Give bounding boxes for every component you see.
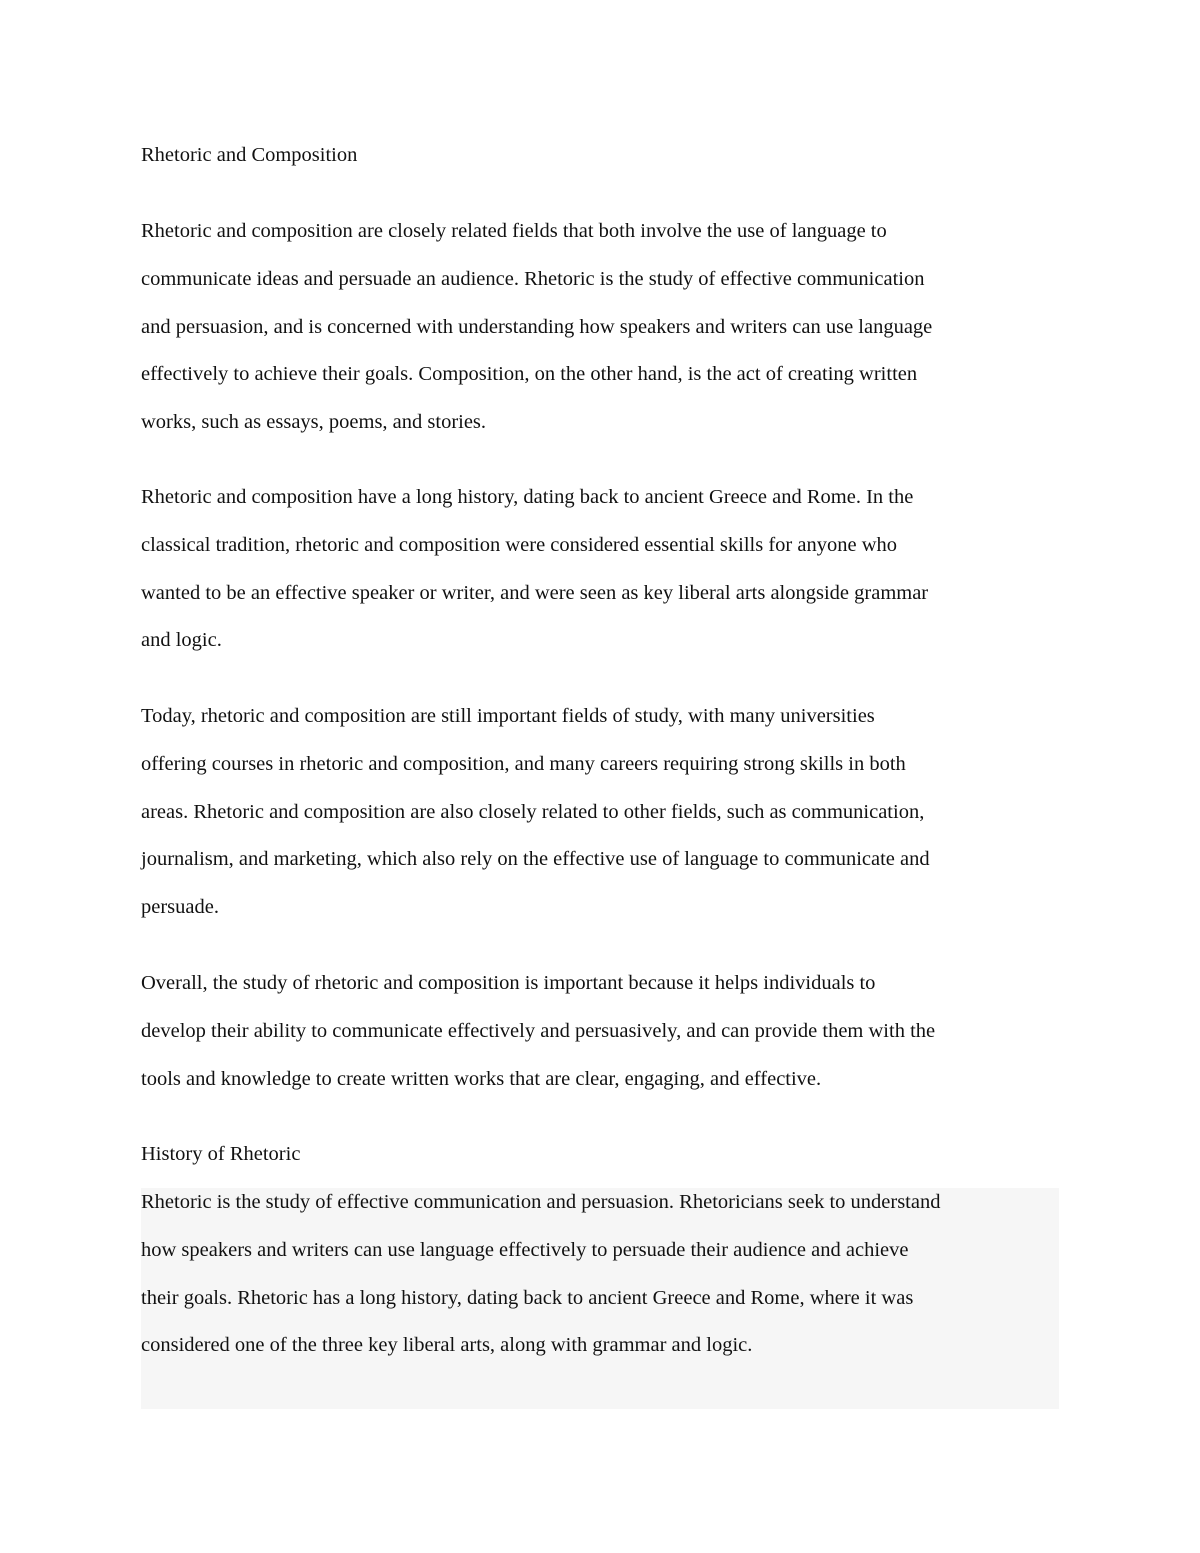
paragraph-line: wanted to be an effective speaker or writer, and were seen as key liberal arts alongside grammar [141, 581, 929, 604]
paragraph-4 [141, 960, 1061, 1103]
paragraph-line: Today, rhetoric and composition are still important fields of study, with many universities [141, 705, 875, 727]
paragraph-line: Rhetoric and composition are closely related fields that both involve the use of language to [141, 220, 887, 242]
paragraph-line: offering courses in rhetoric and composition, and many careers requiring strong skills in both [141, 752, 906, 775]
paragraph-2 [141, 474, 1061, 665]
paragraph-line: works, such as essays, poems, and stories. [141, 411, 487, 434]
paragraph-line: Rhetoric is the study of effective communication and persuasion. Rhetoricians seek to understand [141, 1191, 941, 1213]
paragraph-1 [141, 208, 1061, 447]
section-heading [141, 1131, 1061, 1179]
paragraph-line: and persuasion, and is concerned with understanding how speakers and writers can use language [141, 315, 933, 338]
paragraph-line: Overall, the study of rhetoric and composition is important because it helps individuals to [141, 972, 876, 994]
title-text: Rhetoric and Composition [141, 144, 358, 166]
paragraph-line: develop their ability to communicate effectively and persuasively, and can provide them with the [141, 1019, 936, 1042]
paragraph-line: their goals. Rhetoric has a long history, dating back to ancient Greece and Rome, where it was [141, 1286, 914, 1309]
paragraph-line: and logic. [141, 629, 222, 652]
paragraph-line: classical tradition, rhetoric and composition were considered essential skills for anyone who [141, 533, 898, 556]
document-title [141, 132, 1061, 180]
paragraph-3 [141, 693, 1061, 932]
paragraph-line: communicate ideas and persuade an audience. Rhetoric is the study of effective communication [141, 267, 925, 290]
history-paragraph [141, 1179, 1061, 1370]
paragraph-line: journalism, and marketing, which also rely on the effective use of language to communicate and [141, 848, 930, 871]
section-heading-text: History of Rhetoric [141, 1143, 301, 1165]
paragraph-line: considered one of the three key liberal arts, along with grammar and logic. [141, 1334, 753, 1357]
paragraph-line: effectively to achieve their goals. Composition, on the other hand, is the act of creating written [141, 363, 918, 386]
paragraph-line: persuade. [141, 896, 219, 919]
paragraph-line: tools and knowledge to create written works that are clear, engaging, and effective. [141, 1067, 822, 1090]
paragraph-line: how speakers and writers can use language effectively to persuade their audience and achieve [141, 1238, 909, 1261]
paragraph-line: Rhetoric and composition have a long history, dating back to ancient Greece and Rome. In the [141, 486, 914, 508]
paragraph-line: areas. Rhetoric and composition are also closely related to other fields, such as communication, [141, 800, 925, 823]
